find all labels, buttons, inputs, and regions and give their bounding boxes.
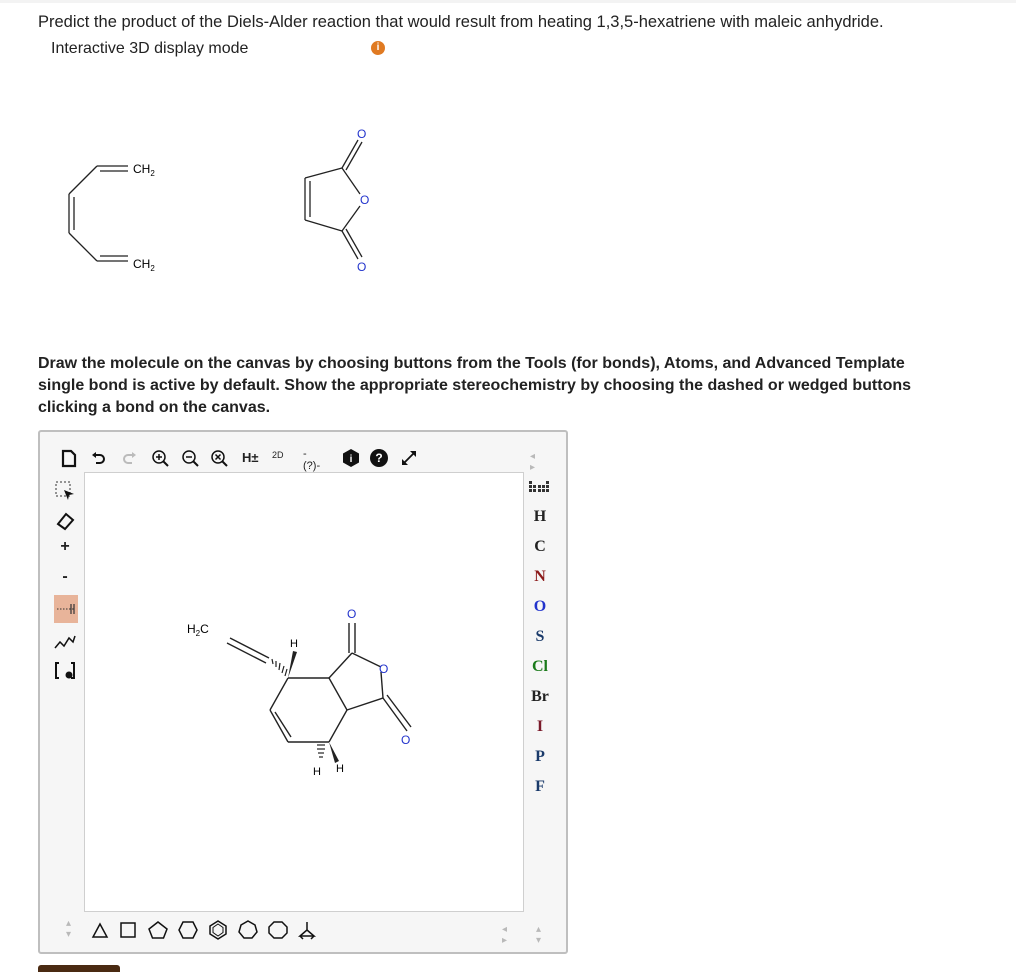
atom-cl-button[interactable]: Cl — [532, 658, 548, 675]
display-mode-label: Interactive 3D display mode — [51, 40, 249, 57]
submit-button-partial[interactable] — [38, 965, 120, 972]
two-d-label: 2D — [272, 450, 284, 460]
toolbar-scroll-arrows[interactable]: ◂ ▸ — [530, 451, 536, 473]
instructions-line-1: Draw the molecule on the canvas by choosing buttons from the Tools (for bonds), Atoms, and Advanced Template — [38, 355, 905, 372]
h2c-label: $H_2C$ — [187, 622, 209, 638]
help-icon[interactable] — [368, 447, 390, 471]
wedge-top-h — [288, 651, 297, 678]
maleic-anhydride-structure — [305, 140, 362, 259]
ch2-bottom-label: $CH_2$ — [133, 257, 155, 273]
selection-icon[interactable] — [52, 478, 78, 504]
atom-n-button[interactable]: N — [534, 568, 546, 585]
pentagon-icon[interactable] — [147, 920, 169, 940]
anhydride-o-top: O — [357, 127, 367, 141]
svg-text:i: i — [349, 454, 353, 465]
h-bottom-right-label: H — [336, 763, 344, 775]
reactants-drawing — [0, 100, 420, 290]
atom-p-button[interactable]: P — [535, 748, 545, 765]
drawing-canvas[interactable] — [84, 472, 524, 912]
eraser-icon[interactable] — [52, 508, 78, 534]
triangle-icon[interactable] — [90, 920, 110, 940]
atom-o-button[interactable]: O — [533, 598, 547, 615]
hashed-wedge-bottom-h — [317, 745, 325, 757]
info-icon[interactable] — [340, 447, 362, 471]
fullscreen-icon[interactable] — [398, 447, 420, 471]
wedge-bottom-h — [329, 742, 339, 763]
top-border — [0, 0, 1016, 3]
redo-icon[interactable] — [120, 447, 138, 471]
periodic-table-icon[interactable] — [528, 480, 550, 494]
molecule-editor — [38, 430, 568, 954]
hashed-wedge-vinyl — [272, 659, 287, 676]
heptagon-icon[interactable] — [237, 920, 259, 940]
cyclopropane-chair-icon[interactable] — [296, 920, 318, 940]
atom-s-button[interactable]: S — [535, 628, 545, 645]
anhydride-o-bottom: O — [357, 260, 367, 274]
shapes-scroll-up-down[interactable]: ▴ ▾ — [66, 918, 72, 940]
square-icon[interactable] — [118, 920, 138, 940]
atom-h-button[interactable]: H — [533, 508, 547, 525]
zoom-in-icon[interactable] — [151, 447, 171, 471]
h-bottom-left-label: H — [313, 766, 321, 778]
atom-br-button[interactable]: Br — [531, 688, 549, 705]
product-structure — [85, 473, 523, 911]
charge-plus-button[interactable]: + — [60, 538, 70, 555]
product-o-ring: O — [379, 662, 389, 676]
zoom-out-icon[interactable] — [181, 447, 201, 471]
charge-minus-button[interactable]: - — [62, 568, 68, 585]
instructions-line-3: clicking a bond on the canvas. — [38, 399, 271, 416]
instructions — [38, 353, 1016, 419]
chain-tool-icon[interactable] — [52, 628, 78, 654]
hexagon-icon[interactable] — [177, 920, 199, 940]
new-document-icon[interactable] — [60, 447, 78, 471]
toggle-hydrogens-button[interactable]: H± — [242, 450, 259, 465]
template-bracket-icon[interactable] — [52, 658, 78, 684]
clear-icon[interactable] — [210, 447, 230, 471]
ch2-top-label: $CH_2$ — [133, 162, 155, 178]
anhydride-o-ring: O — [360, 193, 370, 207]
h-top-label: H — [290, 638, 298, 650]
atom-f-button[interactable]: F — [535, 778, 545, 795]
atoms-scroll-arrows[interactable]: ▴ ▾ — [536, 924, 542, 946]
hexatriene-structure — [69, 166, 128, 261]
info-icon[interactable]: i — [371, 41, 385, 55]
atom-i-button[interactable]: I — [536, 718, 544, 735]
shapes-scroll-left-right[interactable]: ◂ ▸ — [502, 924, 508, 946]
atom-c-button[interactable]: C — [534, 538, 546, 555]
bond-tool-icon[interactable] — [54, 595, 78, 623]
octagon-icon[interactable] — [267, 920, 289, 940]
svg-text:?: ? — [375, 451, 383, 465]
atom-mapping-button[interactable]: -(?)- — [303, 448, 321, 472]
toggle-2d-button[interactable] — [272, 447, 284, 471]
question-text: Predict the product of the Diels-Alder reaction that would result from heating 1,3,5-hexatriene with maleic anhydride. — [38, 13, 884, 31]
undo-icon[interactable] — [90, 447, 108, 471]
product-o-top: O — [347, 607, 357, 621]
benzene-icon[interactable] — [207, 920, 229, 940]
product-o-bottom: O — [401, 733, 411, 747]
instructions-line-2: single bond is active by default. Show the appropriate stereochemistry by choosing the dashed or wedged buttons — [38, 377, 912, 394]
